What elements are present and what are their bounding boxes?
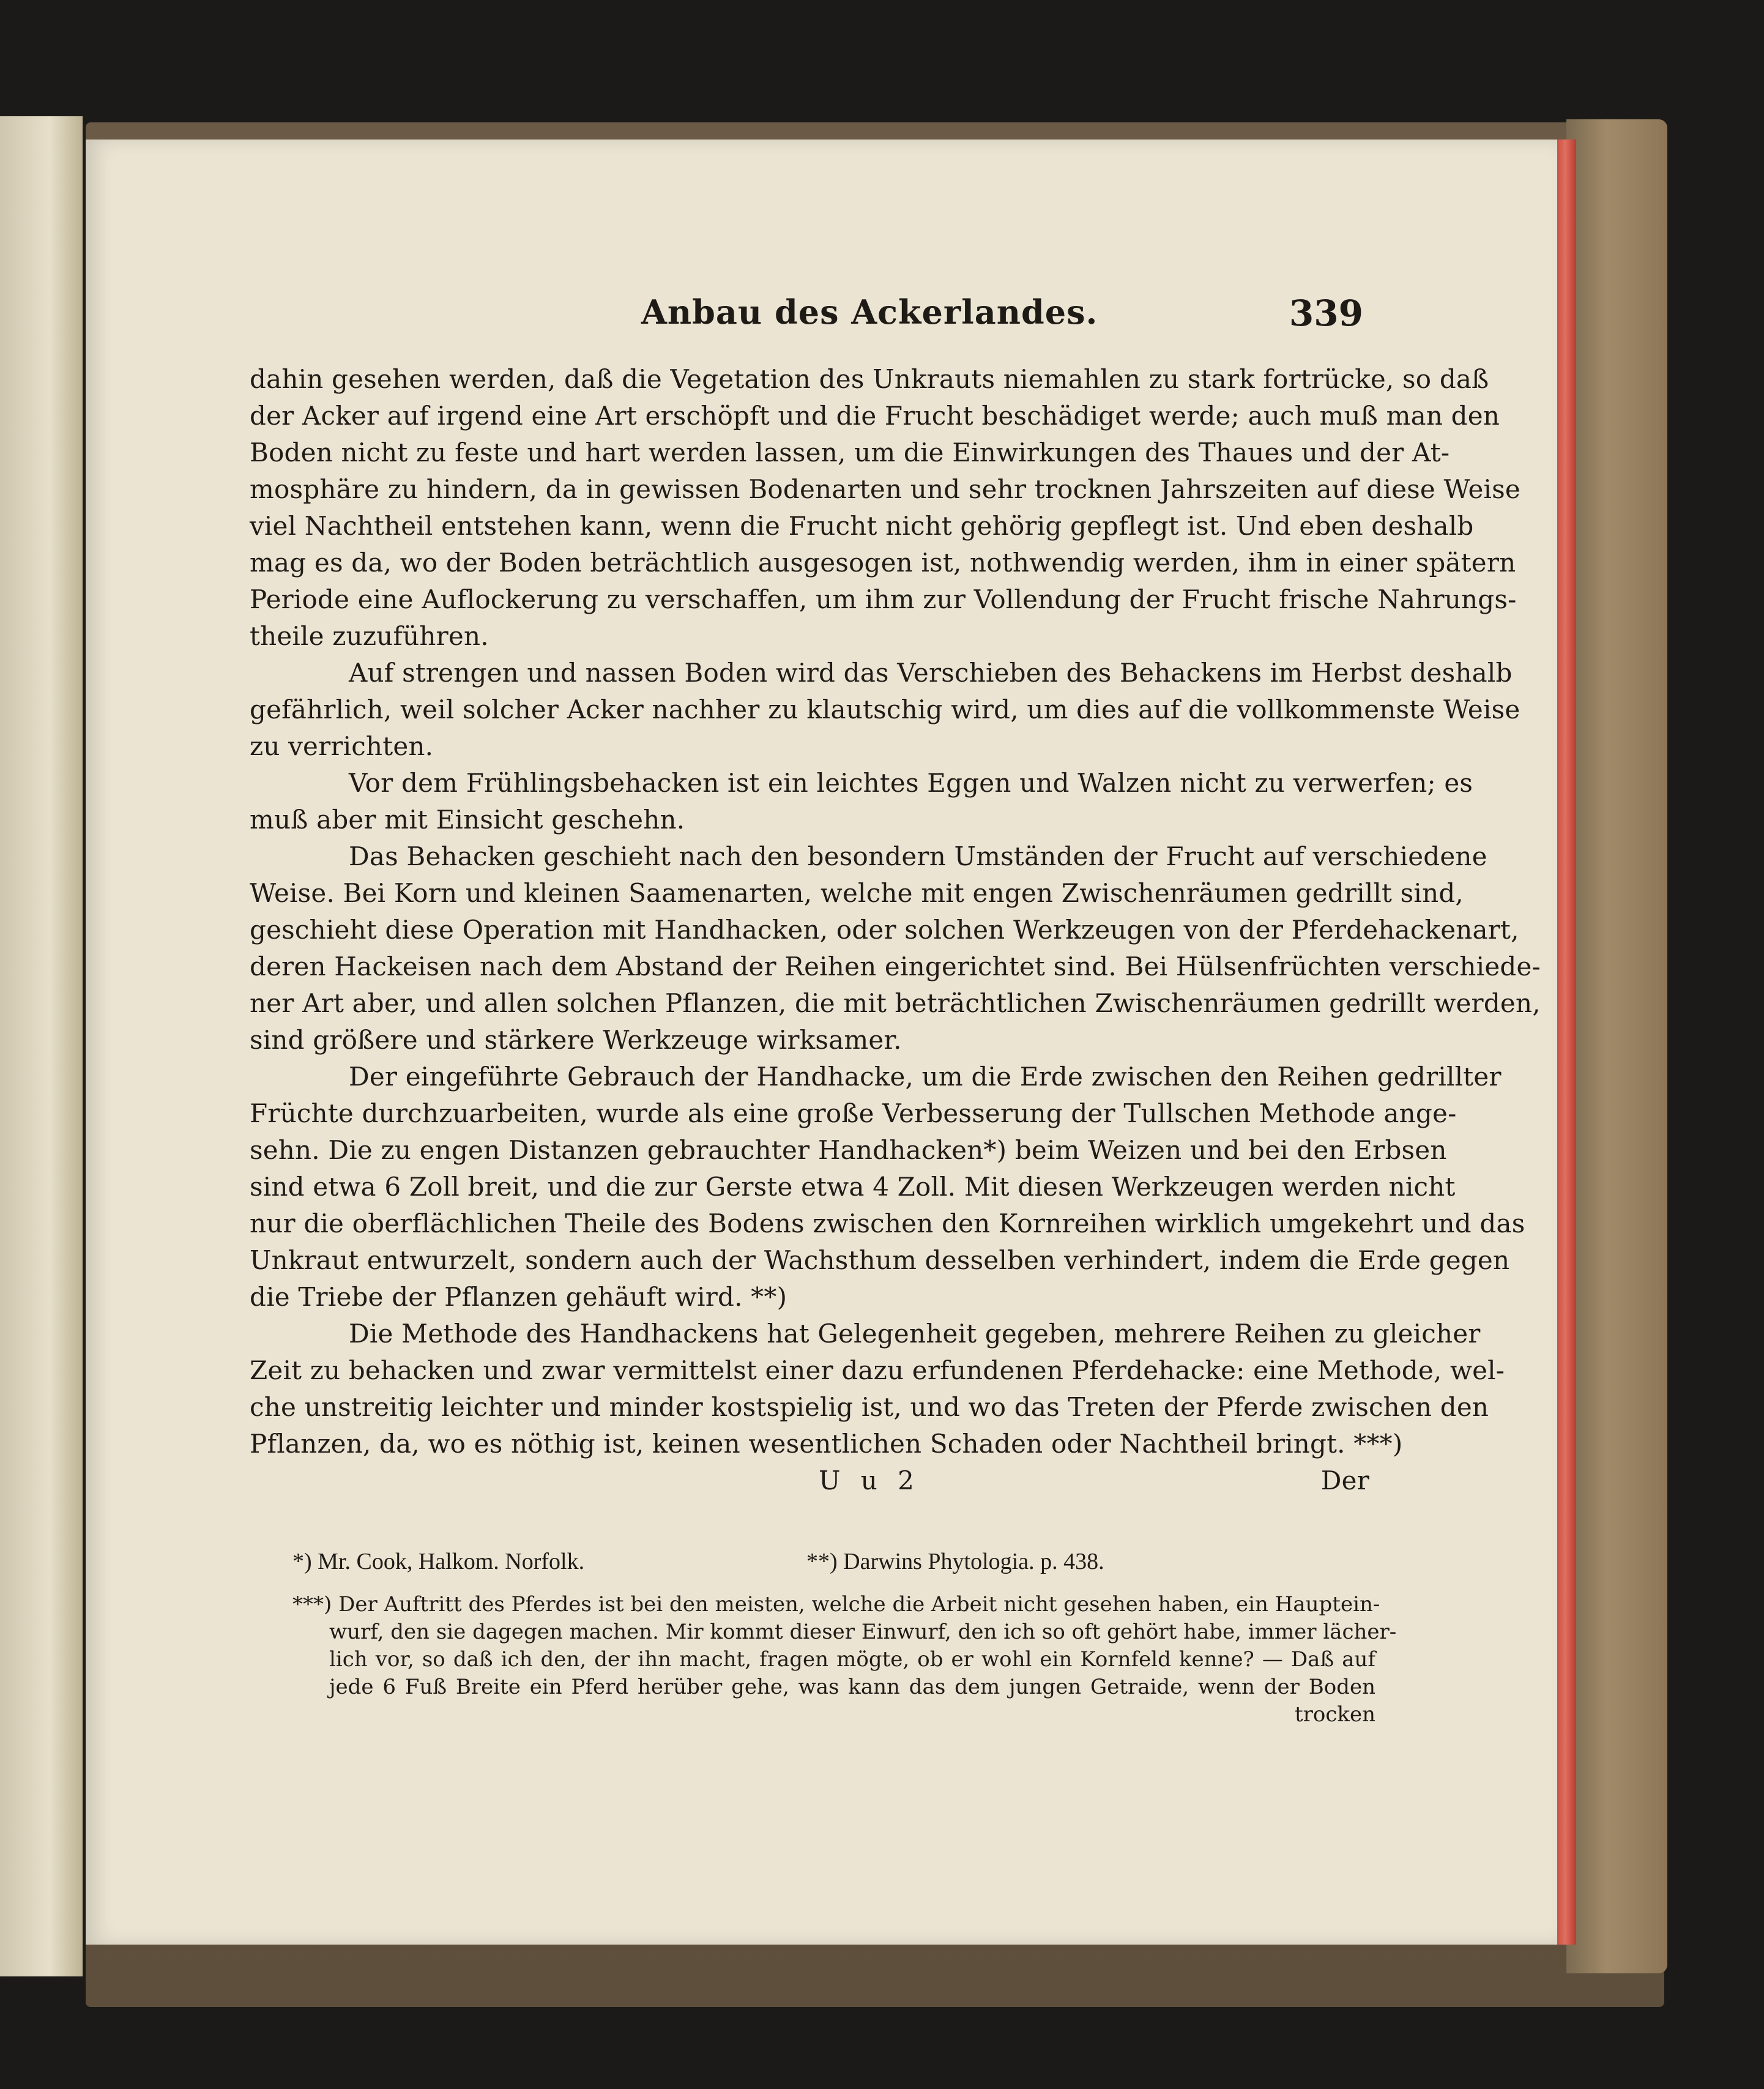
main-text — [250, 361, 1541, 1499]
text-line: Die Methode des Handhackens hat Gelegenheit gegeben, mehrere Reihen zu gleicher — [349, 1319, 1481, 1349]
text-line: sind größere und stärkere Werkzeuge wirksamer. — [250, 1025, 902, 1055]
text-line: muß aber mit Einsicht geschehn. — [250, 805, 685, 835]
running-title: Anbau des Ackerlandes. — [641, 292, 1098, 332]
footnote-1: *) Mr. Cook, Halkom. Norfolk. — [292, 1549, 585, 1574]
text-line: dahin gesehen werden, daß die Vegetation des Unkrauts niemahlen zu stark fortrücke, so daß — [250, 364, 1489, 394]
footnote-3 — [292, 1591, 1397, 1729]
footnote-row — [292, 1548, 1382, 1585]
page-number: 339 — [1289, 292, 1363, 334]
signature-mark: U u 2 — [819, 1465, 920, 1495]
paragraph — [250, 765, 1473, 838]
footnote-line: wurf, den sie dagegen machen. Mir kommt dieser Einwurf, den ich so oft gehört habe, immer lächer- — [329, 1620, 1397, 1644]
text-line: ner Art aber, und allen solchen Pflanzen, die mit beträchtlichen Zwischenräumen gedrillt werden, — [250, 988, 1541, 1018]
paragraph — [250, 361, 1520, 655]
paragraph — [250, 1316, 1505, 1462]
text-line: sehn. Die zu engen Distanzen gebrauchter Handhacken*) beim Weizen und bei den Erbsen — [250, 1135, 1447, 1165]
text-line: Zeit zu behacken und zwar vermittelst einer dazu erfundenen Pferdehacke: eine Methode, wel- — [250, 1355, 1505, 1385]
text-line: Auf strengen und nassen Boden wird das Verschieben des Behackens im Herbst deshalb — [349, 658, 1513, 688]
text-line: geschieht diese Operation mit Handhacken, oder solchen Werkzeugen von der Pferdehackenart, — [250, 915, 1519, 945]
text-line: deren Hackeisen nach dem Abstand der Reihen eingerichtet sind. Bei Hülsenfrüchten verschiede- — [250, 951, 1541, 981]
text-line: zu verrichten. — [250, 731, 434, 761]
left-page-edge — [0, 116, 83, 1976]
footnote-line: lich vor, so daß ich den, der ihn macht, fragen mögte, ob er wohl ein Kornfeld kenne? — Daß auf — [329, 1647, 1375, 1672]
text-line: Das Behacken geschieht nach den besondern Umständen der Frucht auf verschiedene — [349, 841, 1487, 871]
book-fore-edge-board — [1566, 119, 1667, 1973]
text-line: die Triebe der Pflanzen gehäuft wird. **) — [250, 1282, 787, 1312]
signature-line — [250, 1462, 1369, 1499]
red-page-edge — [1554, 140, 1576, 1945]
catchword: Der — [1320, 1465, 1369, 1495]
text-line: der Acker auf irgend eine Art erschöpft und die Frucht beschädiget werde; auch muß man den — [250, 401, 1500, 431]
paragraph — [250, 838, 1541, 1059]
text-line: nur die oberflächlichen Theile des Bodens zwischen den Kornreihen wirklich umgekehrt und das — [250, 1208, 1525, 1238]
footnote-line: jede 6 Fuß Breite ein Pferd herüber gehe, was kann das dem jungen Getraide, wenn der Boden — [329, 1675, 1375, 1699]
footnote-2: **) Darwins Phytologia. p. 438. — [806, 1549, 1104, 1574]
text-line: sind etwa 6 Zoll breit, und die zur Gerste etwa 4 Zoll. Mit diesen Werkzeugen werden nicht — [250, 1172, 1456, 1202]
text-line: mosphäre zu hindern, da in gewissen Bodenarten und sehr trocknen Jahrszeiten auf diese Weise — [250, 474, 1520, 504]
footnote-line: trocken — [1294, 1702, 1375, 1727]
text-line: Periode eine Auflockerung zu verschaffen, um ihm zur Vollendung der Frucht frische Nahrungs- — [250, 584, 1517, 614]
footnote-line: ***) Der Auftritt des Pferdes ist bei den meisten, welche die Arbeit nicht gesehen haben, ein Hauptein- — [292, 1592, 1380, 1617]
page-header — [641, 292, 1363, 341]
paragraph — [250, 655, 1520, 765]
text-line: Vor dem Frühlingsbehacken ist ein leichtes Eggen und Walzen nicht zu verwerfen; es — [349, 768, 1473, 798]
text-line: Boden nicht zu feste und hart werden lassen, um die Einwirkungen des Thaues und der At- — [250, 438, 1450, 467]
text-line: gefährlich, weil solcher Acker nachher zu klautschig wird, um dies auf die vollkommenste Weise — [250, 694, 1520, 724]
paragraph — [250, 1059, 1525, 1316]
text-line: Unkraut entwurzelt, sondern auch der Wachsthum desselben verhindert, indem die Erde gegen — [250, 1245, 1510, 1275]
text-line: theile zuzuführen. — [250, 621, 489, 651]
text-line: Weise. Bei Korn und kleinen Saamenarten, welche mit engen Zwischenräumen gedrillt sind, — [250, 878, 1464, 908]
text-line: Früchte durchzuarbeiten, wurde als eine große Verbesserung der Tullschen Methode ange- — [250, 1098, 1457, 1128]
text-line: mag es da, wo der Boden beträchtlich ausgesogen ist, nothwendig werden, ihm in einer spätern — [250, 548, 1516, 578]
text-line: Pflanzen, da, wo es nöthig ist, keinen wesentlichen Schaden oder Nachtheil bringt. ***) — [250, 1429, 1403, 1459]
text-line: viel Nachtheil entstehen kann, wenn die Frucht nicht gehörig gepflegt ist. Und eben deshalb — [250, 511, 1474, 541]
text-line: Der eingeführte Gebrauch der Handhacke, um die Erde zwischen den Reihen gedrillter — [349, 1062, 1502, 1092]
text-line: che unstreitig leichter und minder kostspielig ist, und wo das Treten der Pferde zwischen den — [250, 1392, 1489, 1422]
